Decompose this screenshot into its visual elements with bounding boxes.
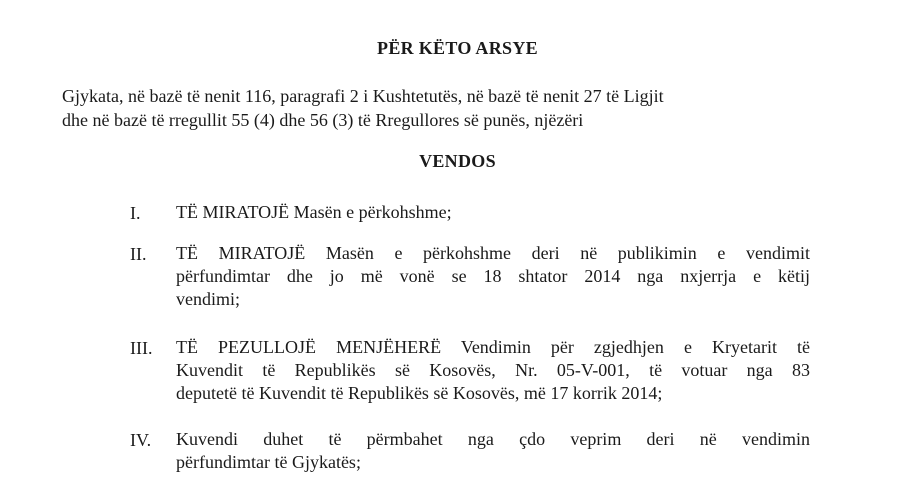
item-text xyxy=(176,336,810,405)
item-line: përfundimtar dhe jo më vonë se 18 shtator 2014 nga nxjerrja e këtij xyxy=(176,266,810,286)
intro-line: Gjykata, në bazë të nenit 116, paragrafi 2 i Kushtetutës, në bazë të nenit 27 të Ligjit xyxy=(62,86,664,106)
item-text xyxy=(176,242,810,311)
decision-heading: VENDOS xyxy=(419,151,496,171)
item-line: deputetë të Kuvendit të Republikës së Kosovës, më 17 korrik 2014; xyxy=(176,383,663,403)
item-line: TË MIRATOJË Masën e përkohshme deri në publikimin e vendimit xyxy=(176,243,810,263)
item-line: TË MIRATOJË Masën e përkohshme; xyxy=(176,202,452,222)
item-text xyxy=(176,201,810,224)
item-line: TË PEZULLOJË MENJËHERË Vendimin për zgjedhjen e Kryetarit të xyxy=(176,337,810,357)
item-line: përfundimtar të Gjykatës; xyxy=(176,452,361,472)
item-line: Kuvendit të Republikës së Kosovës, Nr. 05-V-001, të votuar nga 83 xyxy=(176,360,810,380)
item-numeral: III. xyxy=(130,338,153,358)
item-numeral: I. xyxy=(130,203,141,223)
item-line: Kuvendi duhet të përmbahet nga çdo veprim deri në vendimin xyxy=(176,429,810,449)
item-numeral: IV. xyxy=(130,430,152,450)
intro-paragraph xyxy=(62,84,862,132)
section-heading: PËR KËTO ARSYE xyxy=(377,38,538,58)
item-numeral: II. xyxy=(130,244,147,264)
item-line: vendimi; xyxy=(176,289,240,309)
item-text xyxy=(176,428,810,474)
intro-line: dhe në bazë të rregullit 55 (4) dhe 56 (3) të Rregullores së punës, njëzëri xyxy=(62,110,584,130)
